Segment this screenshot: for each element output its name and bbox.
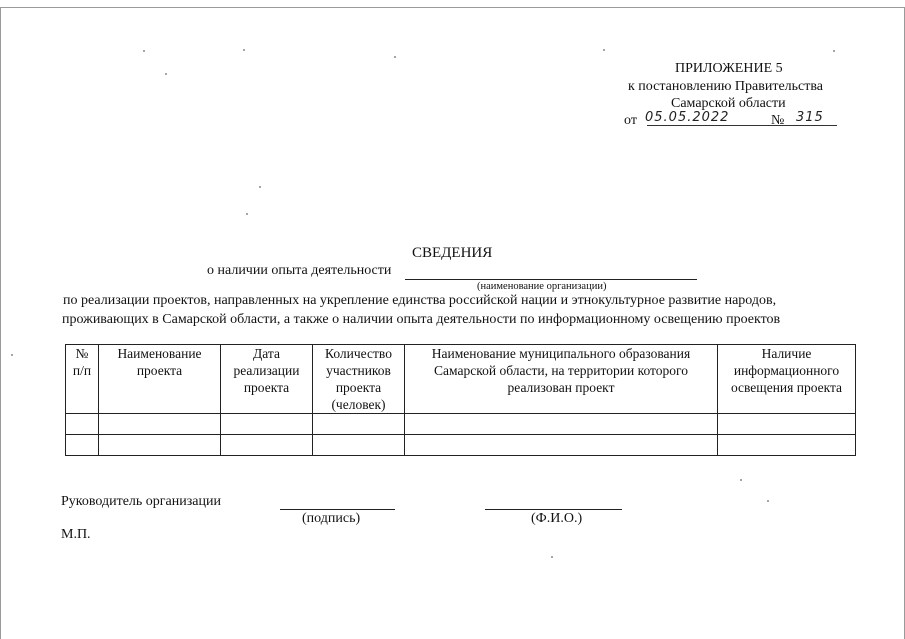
- appendix-number: 315: [796, 110, 824, 125]
- table-cell[interactable]: [99, 435, 221, 456]
- table-cell[interactable]: [221, 414, 313, 435]
- fio-line: [485, 509, 622, 510]
- table-cell[interactable]: [313, 414, 405, 435]
- scan-speck: [394, 56, 396, 58]
- table-cell[interactable]: [66, 435, 99, 456]
- scan-speck: [143, 50, 145, 52]
- head-of-organization-label: Руководитель организации: [61, 494, 221, 509]
- scan-border-top: [0, 7, 905, 8]
- header-participants: Количество участников проекта (человек): [313, 345, 405, 414]
- signature-line: [280, 509, 395, 510]
- header-municipality: Наименование муниципального образования Самарской области, на территории которого реализован проект: [405, 345, 718, 414]
- appendix-from-label: от: [624, 113, 637, 128]
- table-cell[interactable]: [718, 435, 856, 456]
- org-name-hint: (наименование организации): [477, 281, 607, 292]
- scan-speck: [767, 500, 769, 502]
- header-project-date: Дата реализации проекта: [221, 345, 313, 414]
- table-cell[interactable]: [99, 414, 221, 435]
- scan-speck: [11, 354, 13, 356]
- table-row: [66, 414, 856, 435]
- header-media-coverage: Наличие информационного освещения проекта: [718, 345, 856, 414]
- scan-speck: [259, 186, 261, 188]
- appendix-line2: Самарской области: [671, 96, 786, 111]
- document-description-line1: по реализации проектов, направленных на укрепление единства российской нации и этнокультурное развитие народов,: [63, 293, 777, 308]
- appendix-number-label: №: [771, 113, 785, 128]
- appendix-title: ПРИЛОЖЕНИЕ 5: [675, 61, 783, 76]
- scan-speck: [740, 479, 742, 481]
- org-name-line: [405, 279, 697, 280]
- appendix-line1: к постановлению Правительства: [628, 79, 824, 94]
- appendix-date-underline: [647, 125, 837, 126]
- scan-speck: [603, 49, 605, 51]
- table-cell[interactable]: [718, 414, 856, 435]
- table-cell[interactable]: [405, 435, 718, 456]
- scan-speck: [551, 556, 553, 558]
- stamp-label: М.П.: [61, 527, 91, 542]
- document-title: СВЕДЕНИЯ: [412, 245, 493, 261]
- projects-table: [65, 344, 856, 456]
- scan-speck: [833, 50, 835, 52]
- header-number: № п/п: [66, 345, 99, 414]
- scan-border-left: [0, 7, 1, 639]
- appendix-date: 05.05.2022: [645, 110, 730, 125]
- scan-speck: [243, 49, 245, 51]
- scan-speck: [165, 73, 167, 75]
- scan-speck: [246, 213, 248, 215]
- table-header-row: [66, 345, 856, 414]
- table-cell[interactable]: [66, 414, 99, 435]
- fio-hint: (Ф.И.О.): [531, 511, 583, 526]
- table-cell[interactable]: [313, 435, 405, 456]
- header-project-name: Наименование проекта: [99, 345, 221, 414]
- signature-hint: (подпись): [302, 511, 361, 526]
- table-cell[interactable]: [405, 414, 718, 435]
- table-cell[interactable]: [221, 435, 313, 456]
- table-row: [66, 435, 856, 456]
- document-description-line2: проживающих в Самарской области, а также о наличии опыта деятельности по информационному освещению проектов: [62, 312, 781, 327]
- document-subtitle: о наличии опыта деятельности: [207, 263, 392, 278]
